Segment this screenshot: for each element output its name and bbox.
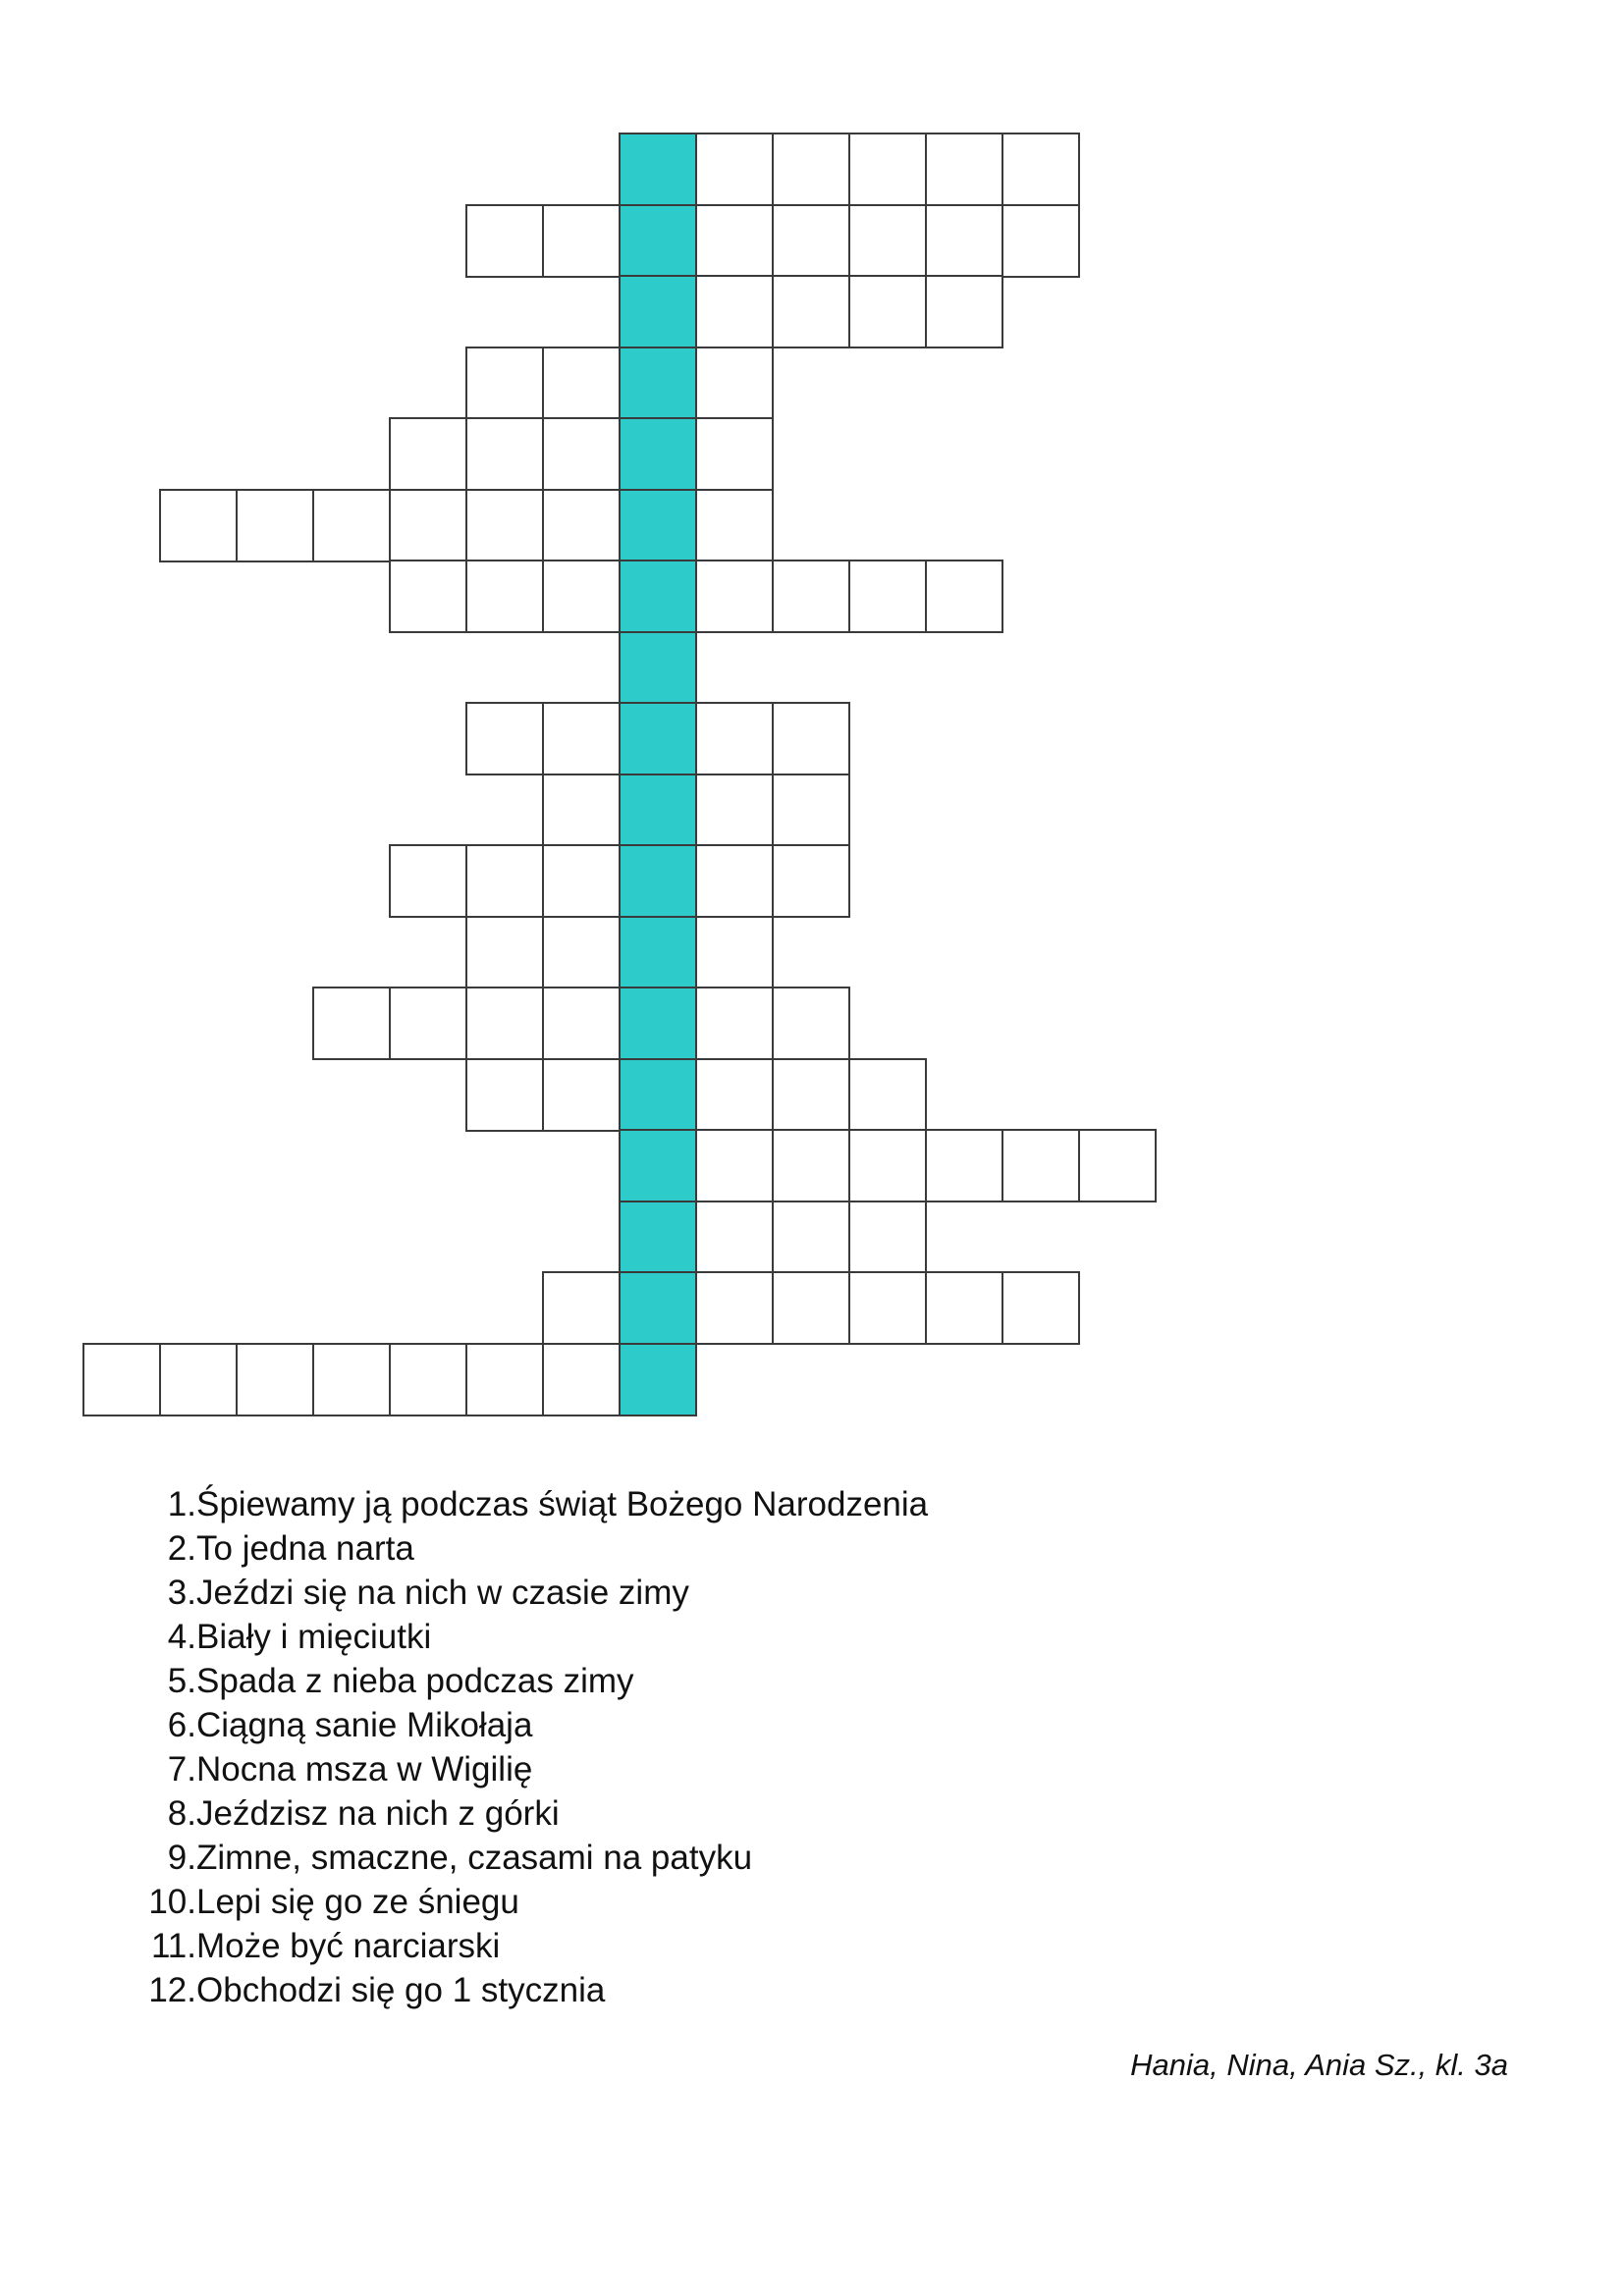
key-column-cell xyxy=(619,1058,697,1132)
crossword-cell xyxy=(772,560,850,633)
clue-text: Śpiewamy ją podczas świąt Bożego Narodzenia xyxy=(196,1485,929,1523)
crossword-cell xyxy=(465,204,544,278)
clue-text: Nocna msza w Wigilię xyxy=(196,1750,533,1789)
crossword-cell xyxy=(925,275,1003,348)
crossword-cell xyxy=(925,204,1003,278)
clue-number: 4. xyxy=(167,1618,196,1656)
crossword-cell xyxy=(389,1343,467,1416)
clue-text: Może być narciarski xyxy=(196,1927,501,1965)
clue-number: 6. xyxy=(167,1706,196,1744)
credits: Hania, Nina, Ania Sz., kl. 3a xyxy=(1130,2048,1508,2082)
clue-text: Jeździsz na nich z górki xyxy=(196,1794,560,1833)
crossword-cell xyxy=(925,560,1003,633)
key-column-cell xyxy=(619,275,697,348)
crossword-cell xyxy=(695,1271,774,1345)
clue-item xyxy=(137,1968,928,2012)
crossword-cell xyxy=(465,844,544,918)
crossword-cell xyxy=(848,1058,927,1132)
crossword-cell xyxy=(1078,1129,1157,1202)
crossword-cell xyxy=(925,1129,1003,1202)
clue-text: Biały i mięciutki xyxy=(196,1618,432,1656)
key-column-cell xyxy=(619,1129,697,1202)
clue-number: 3. xyxy=(167,1574,196,1612)
clue-number: 5. xyxy=(167,1662,196,1700)
key-column-cell xyxy=(619,560,697,633)
key-column-cell xyxy=(619,489,697,562)
crossword-cell xyxy=(542,347,621,420)
crossword-cell xyxy=(772,1271,850,1345)
key-column-cell xyxy=(619,987,697,1060)
clue-text: Obchodzi się go 1 stycznia xyxy=(196,1971,606,2009)
crossword-cell xyxy=(542,489,621,562)
crossword-cell xyxy=(772,702,850,775)
crossword-cell xyxy=(389,844,467,918)
crossword-cell xyxy=(695,916,774,989)
crossword-cell xyxy=(542,987,621,1060)
crossword-cell xyxy=(1001,133,1080,206)
crossword-cell xyxy=(465,1058,544,1132)
crossword-cell xyxy=(695,275,774,348)
crossword-cell xyxy=(772,1058,850,1132)
crossword-cell xyxy=(695,1058,774,1132)
crossword-cell xyxy=(542,417,621,491)
crossword-cell xyxy=(848,204,927,278)
key-column-cell xyxy=(619,347,697,420)
crossword-cell xyxy=(465,1343,544,1416)
key-column-cell xyxy=(619,204,697,278)
crossword-cell xyxy=(1001,204,1080,278)
key-column-cell xyxy=(619,844,697,918)
crossword-cell xyxy=(312,1343,391,1416)
crossword-cell xyxy=(465,347,544,420)
clue-item xyxy=(137,1659,928,1703)
crossword-cell xyxy=(925,133,1003,206)
crossword-cell xyxy=(542,1058,621,1132)
crossword-cell xyxy=(82,1343,161,1416)
crossword-cell xyxy=(848,1129,927,1202)
crossword-cell xyxy=(389,489,467,562)
crossword-cell xyxy=(465,987,544,1060)
key-column-cell xyxy=(619,774,697,847)
clue-text: Spada z nieba podczas zimy xyxy=(196,1662,634,1700)
crossword-cell xyxy=(236,489,314,562)
crossword-cell xyxy=(772,275,850,348)
crossword-cell xyxy=(695,204,774,278)
clue-list xyxy=(137,1482,928,2012)
clue-number: 10. xyxy=(148,1883,196,1921)
crossword-cell xyxy=(389,987,467,1060)
crossword-cell xyxy=(542,702,621,775)
clue-item xyxy=(137,1615,928,1659)
clue-item xyxy=(137,1880,928,1924)
clue-text: Zimne, smaczne, czasami na patyku xyxy=(196,1839,753,1877)
crossword-cell xyxy=(465,916,544,989)
crossword-cell xyxy=(312,489,391,562)
crossword-cell xyxy=(312,987,391,1060)
crossword-cell xyxy=(695,347,774,420)
clue-item xyxy=(137,1791,928,1836)
crossword-cell xyxy=(236,1343,314,1416)
clue-number: 7. xyxy=(167,1750,196,1789)
clue-item xyxy=(137,1836,928,1880)
crossword-cell xyxy=(772,1129,850,1202)
crossword-cell xyxy=(542,774,621,847)
crossword-cell xyxy=(465,560,544,633)
crossword-cell xyxy=(542,204,621,278)
key-column-cell xyxy=(619,1201,697,1274)
clue-item xyxy=(137,1526,928,1571)
crossword-cell xyxy=(772,987,850,1060)
crossword-cell xyxy=(1001,1129,1080,1202)
crossword-cell xyxy=(542,844,621,918)
crossword-cell xyxy=(772,1201,850,1274)
crossword-cell xyxy=(695,774,774,847)
key-column-cell xyxy=(619,1343,697,1416)
clue-item xyxy=(137,1747,928,1791)
crossword-cell xyxy=(159,489,238,562)
clue-text: Jeździ się na nich w czasie zimy xyxy=(196,1574,689,1612)
clue-number: 2. xyxy=(167,1529,196,1568)
clue-number: 12. xyxy=(148,1971,196,2009)
key-column-cell xyxy=(619,631,697,705)
crossword-cell xyxy=(1001,1271,1080,1345)
crossword-cell xyxy=(695,560,774,633)
crossword-cell xyxy=(772,133,850,206)
crossword-cell xyxy=(695,133,774,206)
crossword-cell xyxy=(695,1129,774,1202)
clue-text: To jedna narta xyxy=(196,1529,414,1568)
key-column-cell xyxy=(619,417,697,491)
clue-item xyxy=(137,1482,928,1526)
crossword-cell xyxy=(465,702,544,775)
crossword-cell xyxy=(542,1343,621,1416)
crossword-cell xyxy=(695,702,774,775)
crossword-cell xyxy=(848,1201,927,1274)
crossword-cell xyxy=(695,417,774,491)
crossword-cell xyxy=(772,204,850,278)
clue-number: 8. xyxy=(167,1794,196,1833)
crossword-cell xyxy=(389,560,467,633)
clue-item xyxy=(137,1703,928,1747)
key-column-cell xyxy=(619,1271,697,1345)
crossword-cell xyxy=(465,417,544,491)
crossword-cell xyxy=(848,1271,927,1345)
crossword-cell xyxy=(695,489,774,562)
crossword-cell xyxy=(925,1271,1003,1345)
key-column-cell xyxy=(619,702,697,775)
crossword-cell xyxy=(159,1343,238,1416)
clue-number: 9. xyxy=(167,1839,196,1877)
clue-text: Lepi się go ze śniegu xyxy=(196,1883,519,1921)
crossword-cell xyxy=(695,987,774,1060)
crossword-cell xyxy=(542,916,621,989)
crossword-cell xyxy=(695,844,774,918)
crossword-cell xyxy=(465,489,544,562)
crossword-cell xyxy=(695,1201,774,1274)
crossword-cell xyxy=(848,275,927,348)
clue-text: Ciągną sanie Mikołaja xyxy=(196,1706,533,1744)
clue-number: 11. xyxy=(150,1927,196,1965)
crossword-cell xyxy=(848,133,927,206)
crossword-cell xyxy=(542,560,621,633)
crossword-cell xyxy=(772,844,850,918)
key-column-cell xyxy=(619,133,697,206)
crossword-cell xyxy=(772,774,850,847)
crossword-cell xyxy=(389,417,467,491)
clue-item xyxy=(137,1571,928,1615)
clue-item xyxy=(137,1924,928,1968)
key-column-cell xyxy=(619,916,697,989)
crossword-cell xyxy=(542,1271,621,1345)
crossword-cell xyxy=(848,560,927,633)
clue-number: 1. xyxy=(167,1485,196,1523)
